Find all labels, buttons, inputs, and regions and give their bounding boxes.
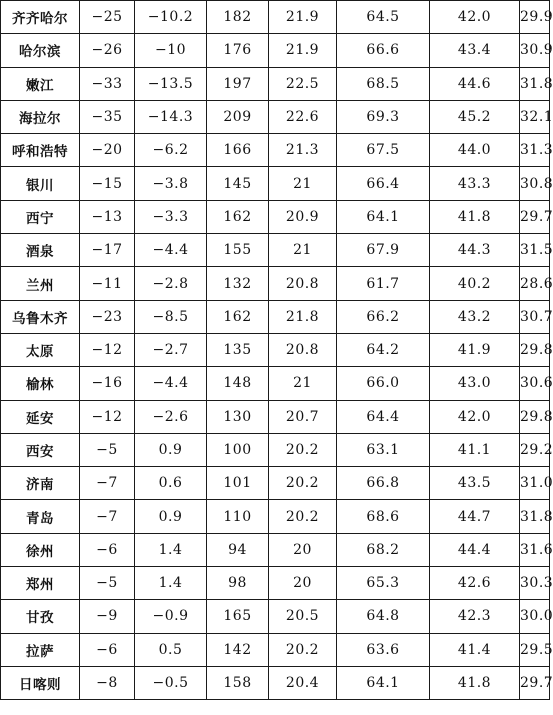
value-cell: −13 (80, 200, 135, 233)
city-name-cell: 徐州 (1, 533, 80, 566)
value-cell: 145 (207, 167, 269, 200)
value-cell: 66.6 (337, 34, 430, 67)
value-cell: −12 (80, 400, 135, 433)
table-row (1, 567, 550, 600)
city-name-cell: 西宁 (1, 200, 80, 233)
value-cell: 21.3 (269, 134, 337, 167)
value-cell: 31.3 (520, 134, 550, 167)
value-cell: 98 (207, 567, 269, 600)
value-cell: 20.9 (269, 200, 337, 233)
value-cell: 20.7 (269, 400, 337, 433)
value-cell: 42.0 (430, 1, 520, 34)
value-cell: −7 (80, 467, 135, 500)
table-row (1, 100, 550, 133)
value-cell: 31.0 (520, 467, 550, 500)
city-name-cell: 延安 (1, 400, 80, 433)
value-cell: 100 (207, 433, 269, 466)
value-cell: −4.4 (135, 234, 207, 267)
table-row (1, 167, 550, 200)
value-cell: −25 (80, 1, 135, 34)
value-cell: 41.1 (430, 433, 520, 466)
value-cell: 43.3 (430, 167, 520, 200)
value-cell: −6 (80, 533, 135, 566)
value-cell: 29.9 (520, 1, 550, 34)
value-cell: 68.6 (337, 500, 430, 533)
value-cell: 29.7 (520, 200, 550, 233)
table-row (1, 333, 550, 366)
city-name-cell: 拉萨 (1, 633, 80, 666)
table-row (1, 500, 550, 533)
table-row (1, 666, 550, 699)
value-cell: −0.5 (135, 666, 207, 699)
value-cell: 30.3 (520, 567, 550, 600)
city-name-cell: 榆林 (1, 367, 80, 400)
value-cell: 63.6 (337, 633, 430, 666)
table-row (1, 34, 550, 67)
value-cell: 182 (207, 1, 269, 34)
city-name-cell: 嫩江 (1, 67, 80, 100)
table-row (1, 234, 550, 267)
city-name-cell: 西安 (1, 433, 80, 466)
value-cell: −23 (80, 300, 135, 333)
value-cell: 21.9 (269, 1, 337, 34)
table-row (1, 467, 550, 500)
value-cell: −3.8 (135, 167, 207, 200)
value-cell: 148 (207, 367, 269, 400)
value-cell: 42.0 (430, 400, 520, 433)
value-cell: 22.6 (269, 100, 337, 133)
value-cell: −9 (80, 600, 135, 633)
value-cell: 0.9 (135, 500, 207, 533)
value-cell: −11 (80, 267, 135, 300)
value-cell: 43.5 (430, 467, 520, 500)
value-cell: 43.2 (430, 300, 520, 333)
value-cell: −3.3 (135, 200, 207, 233)
value-cell: −5 (80, 433, 135, 466)
value-cell: 64.1 (337, 666, 430, 699)
value-cell: 135 (207, 333, 269, 366)
value-cell: 20.8 (269, 333, 337, 366)
value-cell: 63.1 (337, 433, 430, 466)
value-cell: 166 (207, 134, 269, 167)
city-name-cell: 兰州 (1, 267, 80, 300)
value-cell: −2.8 (135, 267, 207, 300)
value-cell: 44.6 (430, 67, 520, 100)
value-cell: 64.5 (337, 1, 430, 34)
value-cell: 44.4 (430, 533, 520, 566)
value-cell: −2.7 (135, 333, 207, 366)
value-cell: −5 (80, 567, 135, 600)
value-cell: 67.5 (337, 134, 430, 167)
value-cell: 30.0 (520, 600, 550, 633)
city-name-cell: 郑州 (1, 567, 80, 600)
value-cell: 65.3 (337, 567, 430, 600)
value-cell: 45.2 (430, 100, 520, 133)
value-cell: 142 (207, 633, 269, 666)
table-row (1, 433, 550, 466)
value-cell: 30.8 (520, 167, 550, 200)
value-cell: 41.9 (430, 333, 520, 366)
table-row (1, 533, 550, 566)
value-cell: 64.1 (337, 200, 430, 233)
city-name-cell: 海拉尔 (1, 100, 80, 133)
value-cell: −17 (80, 234, 135, 267)
value-cell: 94 (207, 533, 269, 566)
value-cell: 162 (207, 300, 269, 333)
value-cell: 64.8 (337, 600, 430, 633)
value-cell: −20 (80, 134, 135, 167)
value-cell: −0.9 (135, 600, 207, 633)
value-cell: 20 (269, 567, 337, 600)
table-row (1, 600, 550, 633)
table-row (1, 400, 550, 433)
city-name-cell: 齐齐哈尔 (1, 1, 80, 34)
value-cell: −33 (80, 67, 135, 100)
table-row (1, 300, 550, 333)
value-cell: 68.5 (337, 67, 430, 100)
city-name-cell: 日喀则 (1, 666, 80, 699)
value-cell: 29.5 (520, 633, 550, 666)
value-cell: 64.4 (337, 400, 430, 433)
value-cell: 20.2 (269, 433, 337, 466)
value-cell: −6.2 (135, 134, 207, 167)
value-cell: 162 (207, 200, 269, 233)
value-cell: −8 (80, 666, 135, 699)
city-name-cell: 乌鲁木齐 (1, 300, 80, 333)
value-cell: 69.3 (337, 100, 430, 133)
value-cell: −15 (80, 167, 135, 200)
city-name-cell: 银川 (1, 167, 80, 200)
value-cell: −16 (80, 367, 135, 400)
value-cell: 130 (207, 400, 269, 433)
value-cell: 1.4 (135, 533, 207, 566)
value-cell: 31.8 (520, 500, 550, 533)
value-cell: 30.7 (520, 300, 550, 333)
value-cell: 41.4 (430, 633, 520, 666)
value-cell: 29.8 (520, 333, 550, 366)
value-cell: −2.6 (135, 400, 207, 433)
value-cell: −6 (80, 633, 135, 666)
city-name-cell: 酒泉 (1, 234, 80, 267)
city-name-cell: 甘孜 (1, 600, 80, 633)
value-cell: 67.9 (337, 234, 430, 267)
value-cell: 61.7 (337, 267, 430, 300)
value-cell: 20.4 (269, 666, 337, 699)
value-cell: −12 (80, 333, 135, 366)
value-cell: 209 (207, 100, 269, 133)
value-cell: 41.8 (430, 666, 520, 699)
table-row (1, 67, 550, 100)
value-cell: 165 (207, 600, 269, 633)
city-name-cell: 呼和浩特 (1, 134, 80, 167)
table-body (1, 1, 553, 700)
value-cell: 43.0 (430, 367, 520, 400)
value-cell: 29.2 (520, 433, 550, 466)
value-cell: −8.5 (135, 300, 207, 333)
table-row (1, 367, 550, 400)
value-cell: 29.8 (520, 400, 550, 433)
value-cell: 21 (269, 234, 337, 267)
table-row (1, 200, 550, 233)
table-row (1, 1, 550, 34)
value-cell: 64.2 (337, 333, 430, 366)
value-cell: 66.0 (337, 367, 430, 400)
value-cell: 176 (207, 34, 269, 67)
value-cell: −14.3 (135, 100, 207, 133)
value-cell: −10 (135, 34, 207, 67)
value-cell: 32.1 (520, 100, 550, 133)
value-cell: 44.7 (430, 500, 520, 533)
city-name-cell: 哈尔滨 (1, 34, 80, 67)
value-cell: 0.9 (135, 433, 207, 466)
value-cell: 20.2 (269, 467, 337, 500)
value-cell: −7 (80, 500, 135, 533)
value-cell: −13.5 (135, 67, 207, 100)
value-cell: 22.5 (269, 67, 337, 100)
value-cell: −10.2 (135, 1, 207, 34)
value-cell: 0.6 (135, 467, 207, 500)
value-cell: 30.9 (520, 34, 550, 67)
value-cell: −35 (80, 100, 135, 133)
value-cell: 41.8 (430, 200, 520, 233)
value-cell: 29.7 (520, 666, 550, 699)
value-cell: 20 (269, 533, 337, 566)
city-name-cell: 太原 (1, 333, 80, 366)
value-cell: 20.8 (269, 267, 337, 300)
value-cell: 40.2 (430, 267, 520, 300)
city-name-cell: 青岛 (1, 500, 80, 533)
value-cell: −4.4 (135, 367, 207, 400)
value-cell: 20.2 (269, 500, 337, 533)
value-cell: −26 (80, 34, 135, 67)
value-cell: 30.6 (520, 367, 550, 400)
value-cell: 28.6 (520, 267, 550, 300)
value-cell: 66.4 (337, 167, 430, 200)
value-cell: 68.2 (337, 533, 430, 566)
table-row (1, 134, 550, 167)
city-name-cell: 济南 (1, 467, 80, 500)
value-cell: 158 (207, 666, 269, 699)
value-cell: 44.0 (430, 134, 520, 167)
table-row (1, 267, 550, 300)
value-cell: 197 (207, 67, 269, 100)
value-cell: 42.3 (430, 600, 520, 633)
value-cell: 101 (207, 467, 269, 500)
value-cell: 31.5 (520, 234, 550, 267)
value-cell: 21 (269, 367, 337, 400)
value-cell: 110 (207, 500, 269, 533)
value-cell: 31.6 (520, 533, 550, 566)
value-cell: 66.2 (337, 300, 430, 333)
value-cell: 0.5 (135, 633, 207, 666)
value-cell: 44.3 (430, 234, 520, 267)
value-cell: 20.5 (269, 600, 337, 633)
value-cell: 21 (269, 167, 337, 200)
value-cell: 43.4 (430, 34, 520, 67)
value-cell: 21.9 (269, 34, 337, 67)
value-cell: 20.2 (269, 633, 337, 666)
value-cell: 66.8 (337, 467, 430, 500)
value-cell: 132 (207, 267, 269, 300)
value-cell: 1.4 (135, 567, 207, 600)
table-row (1, 633, 550, 666)
value-cell: 21.8 (269, 300, 337, 333)
value-cell: 31.8 (520, 67, 550, 100)
value-cell: 42.6 (430, 567, 520, 600)
value-cell: 155 (207, 234, 269, 267)
